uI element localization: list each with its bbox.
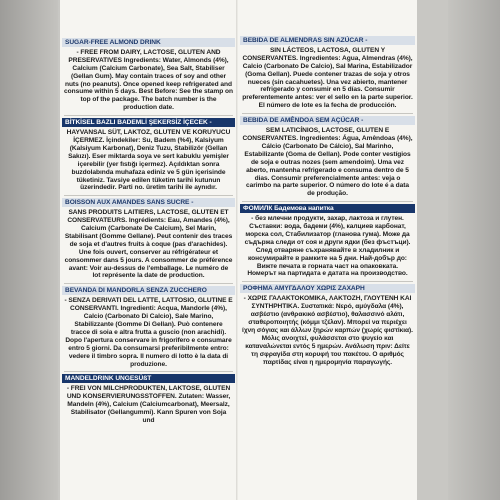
section-body: SANS PRODUITS LAITIERS, LACTOSE, GLUTEN ET CONSERVATEURS. Ingrédients: Eau, Amandes (4%), Calcium (Carbonate De Calcium), Sel Marin, Stabilisant (Gomme Gellane). Peut contenir des traces de soja et d'autres fruits à coque (pas d'arachides). Une fois ouvert, conserver au réfrigérateur et consommer dans 5 jours. A consommer de préférence avant: Voir au-dessus de l'emballage. Le numéro de lot représente la date de production. (64, 209, 233, 280)
language-section (242, 34, 413, 113)
section-heading: ΡΟΦΗΜΑ ΑΜΥΓΔΑΛΟΥ ΧΩΡΙΣ ΖΑΧΑΡΗ (240, 284, 415, 293)
language-section (242, 114, 413, 201)
language-section (64, 284, 233, 371)
section-heading: ФОМИЛК Бадемова напитка (240, 204, 415, 213)
section-heading: BİTKİSEL BAZLI BADEMLİ ŞEKERSİZ İÇECEK - (62, 118, 235, 127)
section-heading: SUGAR-FREE ALMOND DRINK (62, 38, 235, 47)
section-text (242, 36, 413, 110)
section-body: - FREE FROM DAIRY, LACTOSE, GLUTEN AND PRESERVATIVES Ingredients: Water, Almonds (4%), Calcium (Calcium Carbonate), Sea Salt, Stabiliser (Gellan Gum). May contain traces of soy and other nuts (no peanuts). Once opened keep refrigerated and consume within 5 days. Best Before: See the stamp on top of the package. The batch number is the production date. (64, 48, 233, 112)
section-body: HAYVANSAL SÜT, LAKTOZ, GLUTEN VE KORUYUCU İÇERMEZ. İçindekiler: Su, Badem (%4), Kalsiyum (Kalsiyum Karbonat), Deniz Tuzu, Stabilizör (Gellan Sakızı). Eser miktarda soya ve sert kabuklu yemişler içerebilir (yer fıstığı içermez). Açıldıktan sonra buzdolabında muhafaza ediniz ve 5 gün içerisinde tüketiniz. Tavsiye edilen tüketim tarihi kutunun üzerindedir. Parti no. üretim tarihi ile aynıdır. (66, 129, 231, 192)
section-body: - SENZA DERIVATI DEL LATTE, LATTOSIO, GLUTINE E CONSERVANTI. Ingredienti: Acqua, Mandorle (4%), Calcio (Carbonato Di Calcio), Sale Marino, Stabilizzante (Gomme Di Gellan). Può contenere tracce di soia e altra frutta a guscio (non arachidi). Dopo l'apertura conservare in frigorifero e consumare entro 5 giorni. Da consumarsi preferibilmente entro: vedere il timbro sopra. Il numero di lotto è la data di produzione. (64, 297, 233, 368)
language-section (64, 116, 233, 195)
language-section (242, 202, 413, 281)
section-heading: BEBIDA DE ALMENDRAS SIN AZÚCAR - (240, 36, 415, 45)
section-body: SIN LÁCTEOS, LACTOSA, GLUTEN Y CONSERVANTES. Ingredientes: Agua, Almendras (4%), Calcio (Carbonato De Calcio), Sal Marina, Estabilizador (Goma Gellan). Puede contener trazas de soja y otros nueces (sin cacahuetes). Una vez abierto, mantener refrigerado y consumir en 5 días. Consumir preferentemente antes: ver el sello en la parte superior. El número de lote es la fecha de producción. (242, 46, 413, 110)
section-body: - FREI VON MILCHPRODUKTEN, LAKTOSE, GLUTEN UND KONSERVIERUNGSSTOFFEN. Zutaten: Wasser, Mandeln (4%), Calcium (Calciumcarbonat), Meersalz, Stabilisator (Gellangummi). Kann Spuren von Soja und (66, 385, 231, 424)
section-text (64, 118, 233, 192)
left-ingredient-column (64, 0, 233, 428)
section-text (64, 198, 233, 280)
language-section (64, 36, 233, 115)
language-section (242, 282, 413, 369)
section-text (64, 38, 233, 112)
language-section (64, 372, 233, 427)
section-body: - ΧΩΡΙΣ ΓΑΛΑΚΤΟΚΟΜΙΚΑ, ΛΑΚΤΟΖΗ, ΓΛΟΥΤΕΝΗ ΚΑΙ ΣΥΝΤΗΡΗΤΙΚΑ. Συστατικά: Νερό, αμύγδαλα (4%), ασβέστιο (ανθρακικό ασβέστιο), θαλασσινό αλάτι, σταθεροποιητής (κόμμι τζέλαν). Μπορεί να περιέχει ίχνη σόγιας και άλλων ξηρών καρπών (χωρίς φιστίκια). Μόλις ανοιχτεί, φυλάσσεται στο ψυγείο και καταναλώνεται εντός 5 ημερών. Ανάλωση πριν: Δείτε τη σφραγίδα στη κορυφή του πακέτου. Ο αριθμός παρτίδας είναι η ημερομηνία παραγωγής. (242, 295, 413, 366)
section-text (242, 284, 413, 366)
section-heading: BEBIDA DE AMÊNDOA SEM AÇÚCAR - (240, 116, 415, 125)
section-body: - без млечни продукти, захар, лактоза и глутен. Съставки: вода, бадеми (4%), калциев карбонат, морска сол, Стабилизатор (гланова гума). Може да съдържа следи от соя и други ядки (без фъстъци). След отваряне съхранявайте в хладилник и консумирайте в рамките на 5 дни. Най-добър до: Вижте печата в горната част на опаковката. Номерът на партидата е датата на производство. (244, 215, 411, 278)
language-section (64, 196, 233, 283)
right-ingredient-column (242, 0, 413, 369)
section-text (242, 204, 413, 278)
carton-left-edge (0, 0, 58, 500)
section-heading: BOISSON AUX AMANDES SANS SUCRE - (62, 198, 235, 207)
section-text (64, 374, 233, 424)
right-label-panel (238, 0, 417, 500)
section-text (242, 116, 413, 198)
section-body: SEM LATICÍNIOS, LACTOSE, GLUTEN E CONSERVANTES. Ingredientes: Água, Amêndoas (4%), Cálcio (Carbonato De Cálcio), Sal Marinho, Estabilizante (Goma de Gellan). Pode conter vestígios de soja e outras nozes (sem amendoim). Uma vez aberto, mantenha refrigerado e consuma dentro de 5 dias. Consumir preferencialmente antes: veja o carimbo na parte superior. O número do lote é a data de produção. (242, 127, 413, 198)
section-text (64, 286, 233, 368)
section-heading: BEVANDA DI MANDORLA SENZA ZUCCHERO (62, 286, 235, 295)
carton-right-edge (448, 0, 500, 500)
section-heading: MANDELDRINK UNGESÜßT (62, 374, 235, 383)
left-label-panel (60, 0, 237, 500)
